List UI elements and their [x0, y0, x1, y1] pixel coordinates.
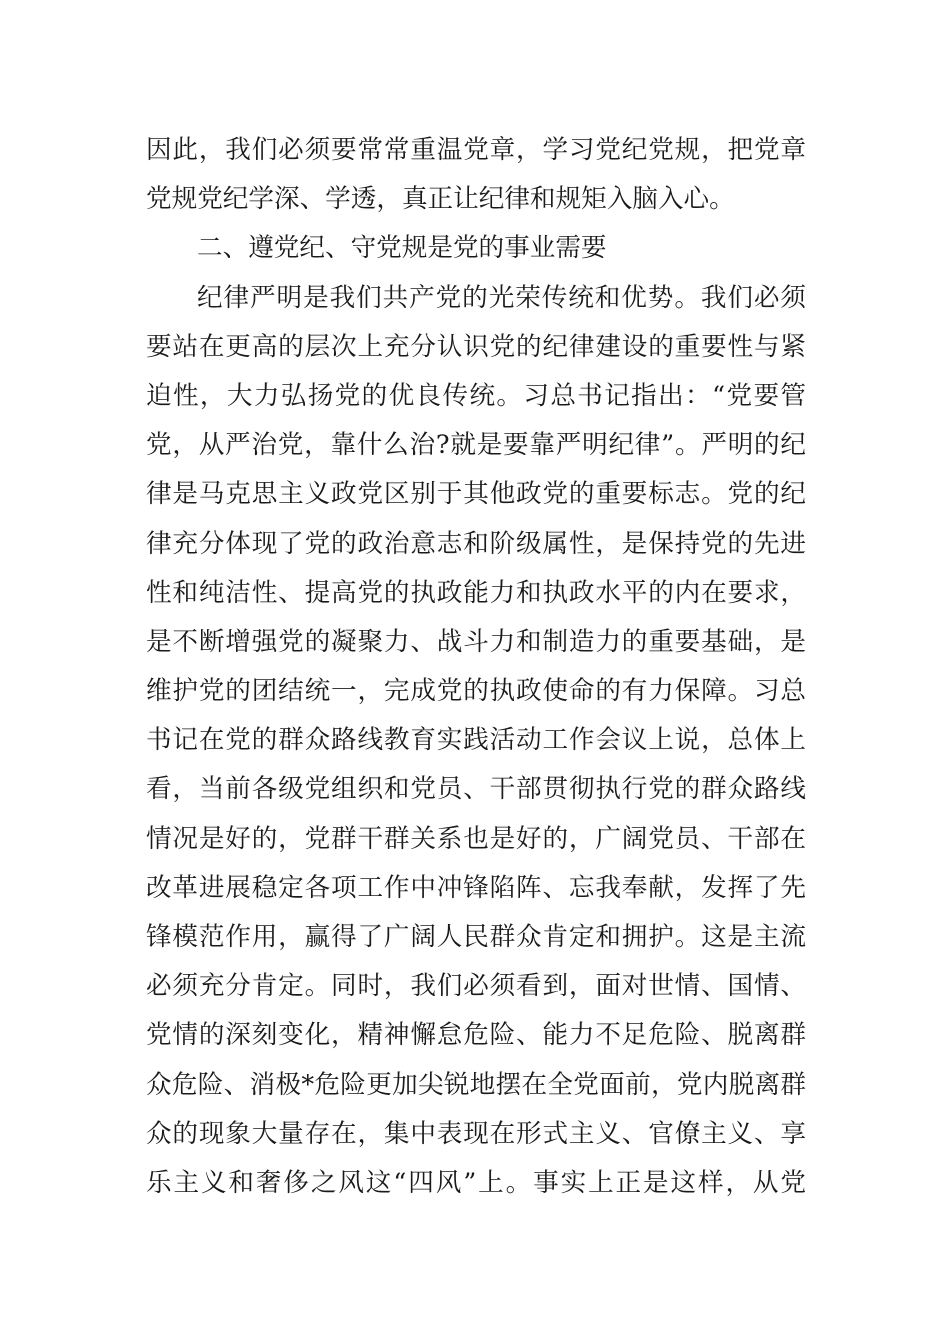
body-text-line: 锋模范作用，赢得了广阔人民群众肯定和拥护。这是主流	[146, 922, 806, 952]
body-text-line: 党规党纪学深、学透，真正让纪律和规矩入脑入心。	[146, 184, 735, 215]
body-text-line: 必须充分肯定。同时，我们必须看到，面对世情、国情、	[146, 971, 806, 1002]
body-text-line: 律充分体现了党的政治意志和阶级属性，是保持党的先进	[146, 528, 806, 559]
body-text-line: 维护党的团结统一，完成党的执政使命的有力保障。习总	[146, 676, 806, 707]
body-text-line: 改革进展稳定各项工作中冲锋陷阵、忘我奉献，发挥了先	[146, 872, 806, 903]
body-text-line: 众危险、消极*危险更加尖锐地摆在全党面前，党内脱离群	[146, 1069, 806, 1100]
body-text-line: 因此，我们必须要常常重温党章，学习党纪党规，把党章	[146, 135, 806, 165]
body-text-line: 要站在更高的层次上充分认识党的纪律建设的重要性与紧	[146, 331, 806, 362]
body-text-line: 看，当前各级党组织和党员、干部贯彻执行党的群众路线	[146, 774, 806, 805]
body-text-line: 律是马克思主义政党区别于其他政党的重要标志。党的纪	[146, 479, 806, 510]
body-text-line: 迫性，大力弘扬党的优良传统。习总书记指出：“党要管	[146, 380, 806, 411]
body-text-line: 乐主义和奢侈之风这“四风”上。事实上正是这样，从党	[146, 1167, 806, 1198]
body-text-line: 性和纯洁性、提高党的执政能力和执政水平的内在要求，	[146, 577, 806, 608]
body-text-line: 书记在党的群众路线教育实践活动工作会议上说，总体上	[146, 725, 806, 756]
body-text-line: 是不断增强党的凝聚力、战斗力和制造力的重要基础，是	[146, 626, 806, 657]
section-heading: 二、遵党纪、守党规是党的事业需要	[197, 233, 607, 264]
body-text-line: 党，从严治党，靠什么治?就是要靠严明纪律”。严明的纪	[146, 430, 806, 461]
document-page	[146, 126, 806, 1208]
body-text-line: 纪律严明是我们共产党的光荣传统和优势。我们必须	[197, 282, 806, 313]
body-text-line: 情况是好的，党群干群关系也是好的，广阔党员、干部在	[146, 823, 806, 854]
body-text-line: 党情的深刻变化，精神懈怠危险、能力不足危险、脱离群	[146, 1020, 806, 1051]
body-text-line: 众的现象大量存在，集中表现在形式主义、官僚主义、享	[146, 1118, 806, 1149]
